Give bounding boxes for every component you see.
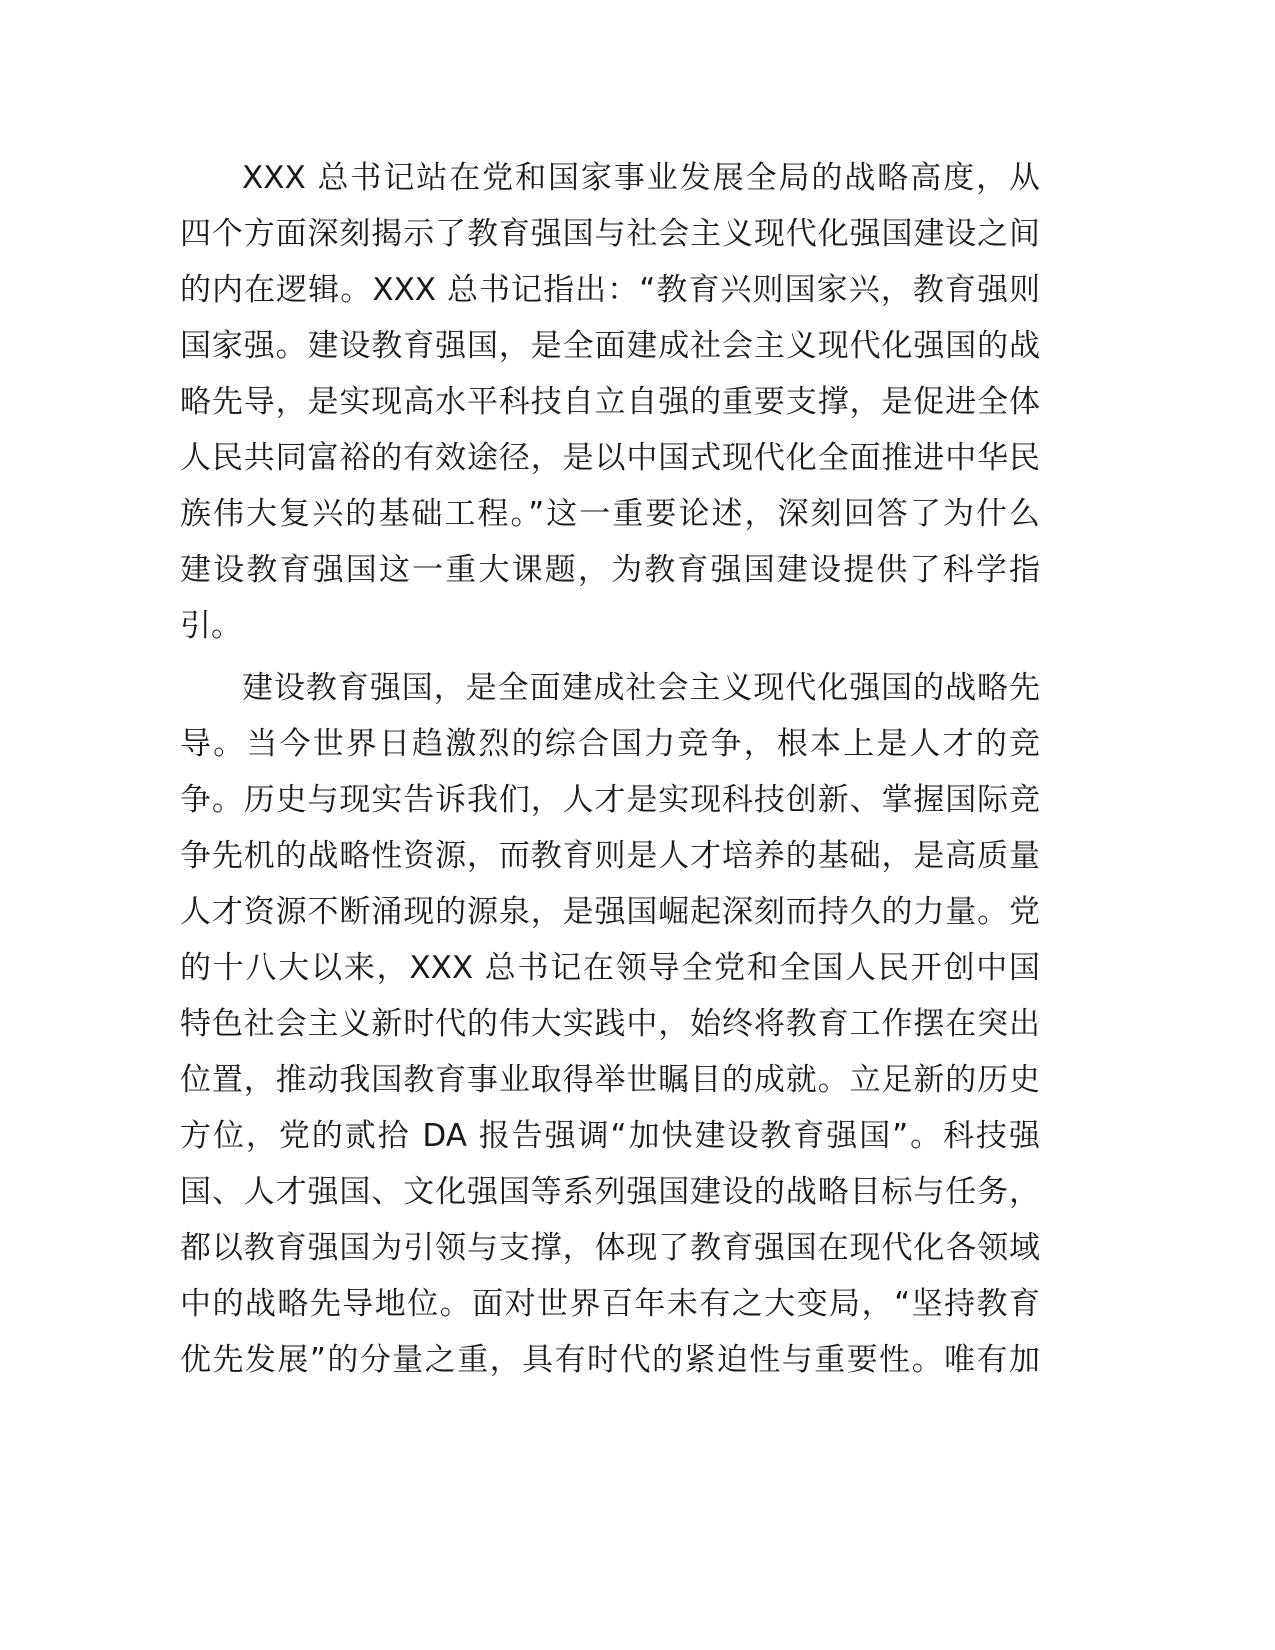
- paragraph-line: 国、人才强国、文化强国等系列强国建设的战略目标与任务，: [180, 1174, 1040, 1210]
- paragraph-line: 的十八大以来，XXX 总书记在领导全党和全国人民开创中国: [180, 950, 1040, 986]
- paragraph-line: 引。: [180, 608, 242, 644]
- paragraph-line: 方位，党的贰拾 DA 报告强调“加快建设教育强国”。科技强: [180, 1118, 1040, 1154]
- paragraph-line: 都以教育强国为引领与支撑，体现了教育强国在现代化各领域: [180, 1230, 1040, 1266]
- paragraph-line: 四个方面深刻揭示了教育强国与社会主义现代化强国建设之间: [180, 216, 1040, 252]
- paragraph-line: 人民共同富裕的有效途径，是以中国式现代化全面推进中华民: [180, 440, 1040, 476]
- paragraph-line: 人才资源不断涌现的源泉，是强国崛起深刻而持久的力量。党: [180, 894, 1040, 930]
- paragraph-line: 争。历史与现实告诉我们，人才是实现科技创新、掌握国际竞: [180, 782, 1040, 818]
- paragraph-line: 位置，推动我国教育事业取得举世瞩目的成就。立足新的历史: [180, 1062, 1040, 1098]
- paragraph-line: 中的战略先导地位。面对世界百年未有之大变局，“坚持教育: [180, 1286, 1040, 1322]
- paragraph-line: XXX 总书记站在党和国家事业发展全局的战略高度，从: [242, 160, 1040, 196]
- paragraph-line: 导。当今世界日趋激烈的综合国力竞争，根本上是人才的竞: [180, 726, 1040, 762]
- paragraph-line: 族伟大复兴的基础工程。”这一重要论述，深刻回答了为什么: [180, 496, 1040, 532]
- paragraph-line: 国家强。建设教育强国，是全面建成社会主义现代化强国的战: [180, 328, 1040, 364]
- paragraph-1: [180, 150, 1040, 654]
- paragraph-2: [180, 660, 1040, 1388]
- paragraph-line: 优先发展”的分量之重，具有时代的紧迫性与重要性。唯有加: [180, 1342, 1040, 1378]
- paragraph-line: 略先导，是实现高水平科技自立自强的重要支撑，是促进全体: [180, 384, 1040, 420]
- paragraph-line: 争先机的战略性资源，而教育则是人才培养的基础，是高质量: [180, 838, 1040, 874]
- paragraph-line: 建设教育强国，是全面建成社会主义现代化强国的战略先: [242, 670, 1040, 706]
- paragraph-line: 建设教育强国这一重大课题，为教育强国建设提供了科学指: [180, 552, 1040, 588]
- paragraph-line: 特色社会主义新时代的伟大实践中，始终将教育工作摆在突出: [180, 1006, 1040, 1042]
- paragraph-line: 的内在逻辑。XXX 总书记指出：“教育兴则国家兴，教育强则: [180, 272, 1040, 308]
